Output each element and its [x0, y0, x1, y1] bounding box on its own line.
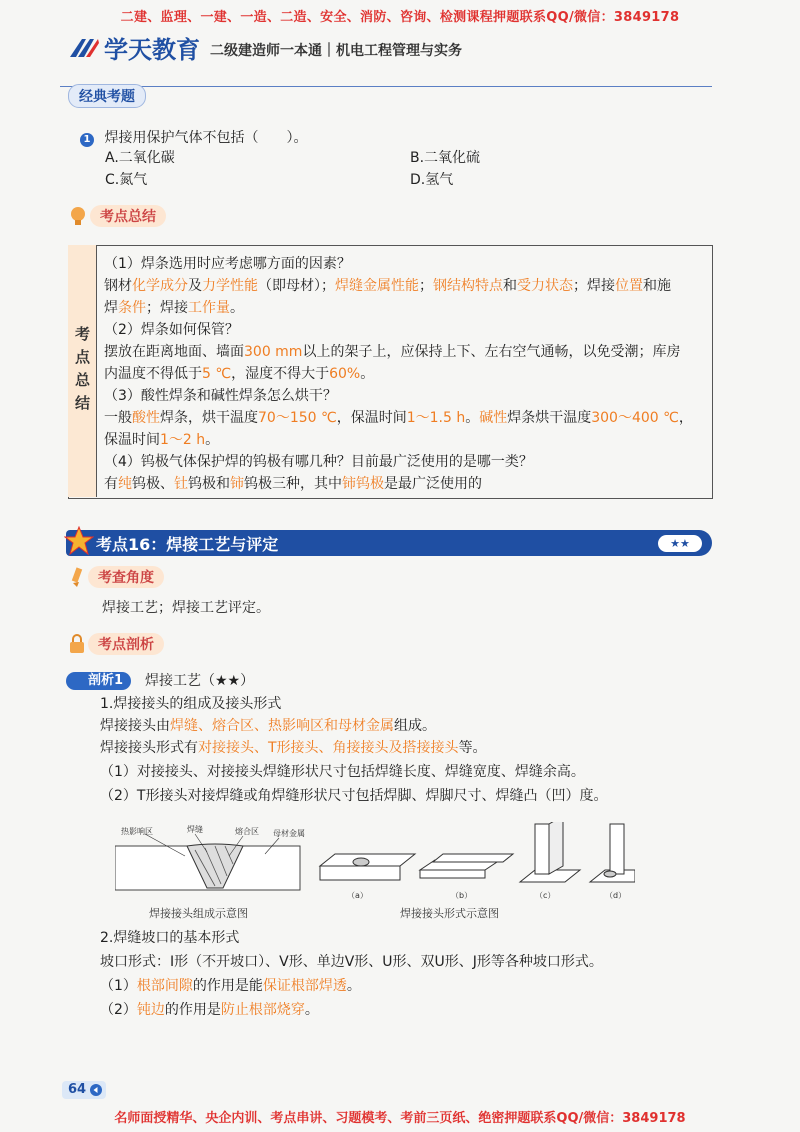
text-segment: 和施: [643, 278, 671, 294]
text-segment: 以上的架子上，应保持上下、左右空气通畅，以免受潮；库房: [302, 344, 681, 360]
section-stars: ★★: [658, 535, 702, 552]
fig1-label-weld: 焊缝: [187, 825, 203, 834]
summary-a3: [104, 408, 693, 428]
lock-icon: [68, 634, 86, 654]
star-icon: [64, 526, 94, 556]
text-segment: ；焊接: [573, 278, 615, 294]
text-segment: ，湿度不得大于: [231, 366, 330, 382]
side-char-4: 结: [75, 394, 91, 412]
highlight-text: 对接接头、T形接头、角接接头及搭接接头: [198, 740, 459, 756]
text-segment: 。: [346, 978, 361, 994]
highlight-text: 60%: [329, 366, 361, 382]
analysis-h2: 2.焊缝坡口的基本形式: [100, 930, 240, 946]
joint-d: [590, 824, 635, 900]
text-segment: 。: [304, 1002, 319, 1018]
analysis-line-5: 坡口形式：I形（不开坡口）、V形、单边V形、U形、双U形、J形等各种坡口形式。: [100, 954, 603, 970]
highlight-text: 工作量: [188, 300, 230, 316]
joint-d-label: （d）: [605, 891, 627, 900]
highlight-text: 焊缝、熔合区、热影响区和母材金属: [170, 718, 394, 734]
highlight-text: 焊缝金属性能: [335, 278, 419, 294]
text-segment: 焊条烘干温度: [507, 410, 592, 426]
text-segment: 及: [188, 278, 202, 294]
highlight-text: 铈钨极: [342, 476, 384, 492]
joint-a-label: （a）: [347, 891, 368, 900]
text-segment: 钢材: [104, 278, 132, 294]
analysis-line-1: [100, 716, 436, 736]
joint-b: [420, 854, 513, 900]
classic-exam-label: 经典考题: [68, 84, 146, 108]
analysis-line-6: [100, 976, 361, 996]
option-c: C.氮气: [105, 172, 148, 188]
pen-icon: [68, 566, 86, 588]
text-segment: 内温度不得低于: [104, 366, 202, 382]
text-segment: 等。: [458, 740, 487, 756]
classic-exam-tag: [68, 84, 146, 108]
highlight-text: 碱性: [479, 410, 508, 426]
bottom-promo-text: 名师面授精华、央企内训、考点串讲、习题模考、考前三页纸、绝密押题联系QQ/微信：3849178: [114, 1111, 686, 1126]
book-subtitle: 二级建造师一本通｜机电工程管理与实务: [210, 43, 462, 59]
text-segment: （即母材）；: [258, 278, 335, 294]
text-segment: 有: [104, 476, 118, 492]
weld-joint-diagram: [115, 822, 635, 922]
fig2-caption: 焊接接头形式示意图: [400, 907, 499, 920]
text-segment: 钨极、: [132, 476, 174, 492]
text-segment: 钨极和: [188, 476, 230, 492]
fig1-label-fusion: 熔合区: [235, 827, 259, 836]
section-title: 考点16：焊接工艺与评定: [96, 535, 279, 554]
analysis-line-7: [100, 1000, 319, 1020]
header-divider: [60, 86, 712, 87]
text-segment: 的作用是: [164, 1002, 221, 1018]
highlight-text: 防止根部烧穿: [220, 1002, 305, 1018]
text-segment: 摆放在距离地面、墙面: [104, 344, 244, 360]
fig1-label-haz: 热影响区: [121, 827, 153, 836]
joint-a: [320, 854, 415, 900]
summary-a1-cont: [104, 298, 244, 318]
highlight-text: 1～2 h: [160, 432, 206, 448]
text-segment: （1）: [100, 978, 137, 994]
text-segment: 一般: [104, 410, 132, 426]
summary-a2-cont: [104, 364, 374, 384]
highlight-text: 力学性能: [202, 278, 258, 294]
option-b: B.二氧化硫: [410, 150, 481, 166]
highlight-text: 受力状态: [517, 278, 573, 294]
summary-q1: （1）焊条选用时应考虑哪方面的因素？: [104, 256, 351, 272]
option-d: D.氢气: [410, 172, 454, 188]
analysis-tag: [68, 633, 164, 655]
fig1-label-base: 母材金属: [273, 829, 305, 838]
analysis-label: 考点剖析: [88, 633, 164, 655]
logo-icon: [68, 33, 100, 61]
summary-side-label: [68, 245, 97, 497]
highlight-text: 300 mm: [244, 344, 303, 360]
option-a: A.二氧化碳: [105, 150, 175, 166]
analysis-title: 焊接工艺（★★）: [145, 673, 255, 689]
summary-q2: （2）焊条如何保管？: [104, 322, 239, 338]
text-segment: 和: [503, 278, 517, 294]
summary-label: 考点总结: [90, 205, 166, 227]
side-char-3: 总: [75, 371, 91, 389]
side-char-2: 点: [75, 348, 91, 366]
lightbulb-icon: [68, 205, 88, 227]
page-number: 64: [68, 1082, 87, 1097]
logo-text: 学天教育: [104, 35, 200, 64]
top-promo-text: 二建、监理、一建、一造、二造、安全、消防、咨询、检测课程押题联系QQ/微信：3849178: [120, 10, 680, 25]
joint-c: [520, 822, 580, 900]
text-segment: ；: [419, 278, 433, 294]
text-segment: 焊接接头由: [100, 718, 170, 734]
text-segment: 。: [205, 432, 220, 448]
highlight-text: 300～400 ℃: [591, 410, 679, 426]
highlight-text: 钍: [174, 476, 188, 492]
text-segment: ，: [678, 410, 693, 426]
joint-b-label: （b）: [451, 891, 473, 900]
side-char-1: 考: [75, 325, 91, 343]
summary-a2: [104, 342, 680, 362]
text-segment: 。: [230, 300, 244, 316]
question-stem: 焊接用保护气体不包括（ ）。: [104, 130, 308, 146]
text-segment: 钨极三种，其中: [244, 476, 342, 492]
highlight-text: 1～1.5 h: [406, 410, 466, 426]
text-segment: ；焊接: [146, 300, 188, 316]
text-segment: 焊: [104, 300, 118, 316]
highlight-text: 钝边: [136, 1002, 165, 1018]
angle-text: 焊接工艺；焊接工艺评定。: [102, 600, 270, 616]
summary-q4: （4）钨极气体保护焊的钨极有哪几种？目前最广泛使用的是哪一类？: [104, 454, 533, 470]
text-segment: （2）: [100, 1002, 137, 1018]
highlight-text: 铈: [230, 476, 244, 492]
highlight-text: 条件: [118, 300, 146, 316]
arrow-left-icon: [90, 1084, 102, 1096]
analysis-line-4: （2）T形接头对接焊缝或角焊缝形状尺寸包括焊脚、焊脚尺寸、焊缝凸（凹）度。: [100, 788, 608, 804]
highlight-text: 根部间隙: [136, 978, 193, 994]
angle-label: 考查角度: [88, 566, 164, 588]
highlight-text: 70～150 ℃: [258, 410, 337, 426]
text-segment: 保温时间: [104, 432, 160, 448]
angle-tag: [68, 566, 164, 588]
analysis-h1: 1.焊接接头的组成及接头形式: [100, 696, 282, 712]
text-segment: 。: [465, 410, 480, 426]
summary-a3-cont: [104, 430, 219, 450]
text-segment: 组成。: [394, 718, 436, 734]
highlight-text: 酸性: [132, 410, 160, 426]
summary-tag: [68, 205, 166, 227]
highlight-text: 5 ℃: [202, 366, 232, 382]
text-segment: 焊条，烘干温度: [160, 410, 258, 426]
text-segment: 的作用是能: [192, 978, 263, 994]
text-segment: 焊接接头形式有: [100, 740, 198, 756]
page-number-badge: [62, 1081, 106, 1099]
summary-a4: [104, 474, 482, 494]
analysis-line-3: （1）对接接头、对接接头焊缝形状尺寸包括焊缝长度、焊缝宽度、焊缝余高。: [100, 764, 585, 780]
summary-q3: （3）酸性焊条和碱性焊条怎么烘干？: [104, 388, 337, 404]
analysis-line-2: [100, 738, 487, 758]
text-segment: 。: [360, 366, 375, 382]
highlight-text: 纯: [118, 476, 132, 492]
fig1-caption: 焊接接头组成示意图: [149, 907, 248, 920]
question-number: 1: [80, 133, 94, 147]
analysis-badge: 剖析1: [66, 672, 131, 690]
weld-figures: [115, 822, 635, 926]
brand-logo: [68, 32, 200, 62]
highlight-text: 位置: [615, 278, 643, 294]
question-1: [80, 128, 307, 148]
highlight-text: 保证根部焊透: [262, 978, 347, 994]
summary-a1: [104, 276, 671, 296]
text-segment: ，保温时间: [336, 410, 407, 426]
text-segment: 是最广泛使用的: [384, 476, 482, 492]
highlight-text: 化学成分: [132, 278, 188, 294]
joint-c-label: （c）: [535, 891, 556, 900]
highlight-text: 钢结构特点: [433, 278, 503, 294]
